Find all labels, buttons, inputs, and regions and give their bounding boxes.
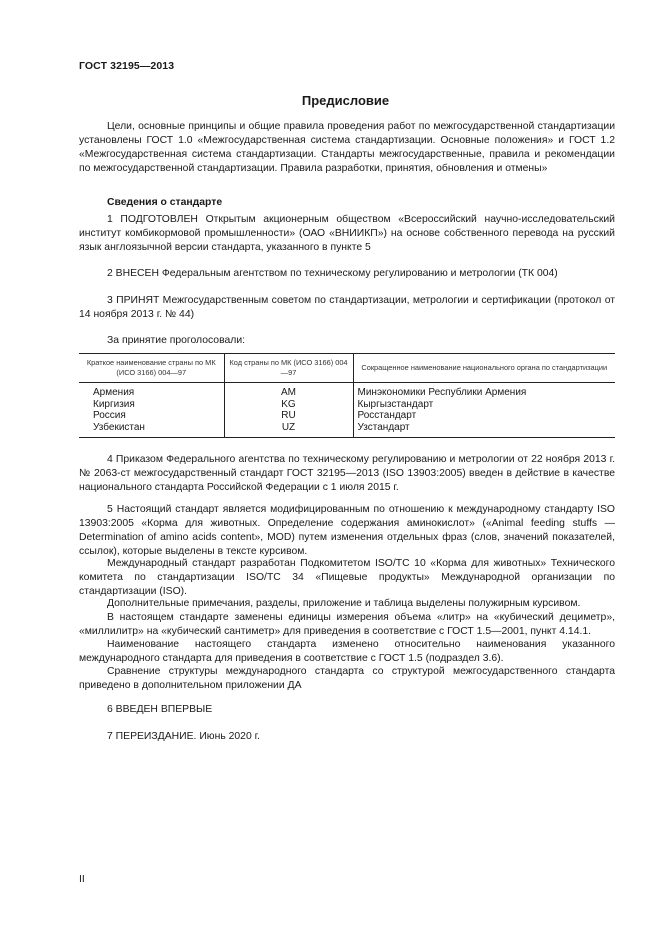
item-6-paragraph: 6 ВВЕДЕН ВПЕРВЫЕ xyxy=(107,704,213,715)
item-5-international-paragraph: Международный стандарт разработан Подкомитетом ISO/TC 10 «Корма для животных» Технического комитета по стандартизации ISO/TC 34 «Пищевые продукты» Международной организации по стандартизации (ISO). xyxy=(79,558,615,597)
table-cell-code: KG xyxy=(224,399,353,411)
table-cell-code: RU xyxy=(224,410,353,422)
intro-paragraph: Цели, основные принципы и общие правила проведения работ по межгосударственной стандартизации установлены ГОСТ 1.0 «Межгосударственная система стандартизации. Основные положения» и ГОСТ 1.2 «Межгосударственная система стандартизации. Стандарты межгосударственные, правила и рекомендации по межгосударственной стандартизации. Правила разработки, принятия, обновления и отмены» xyxy=(79,121,615,174)
table-row xyxy=(79,383,615,399)
table-header-code: Код страны по МК (ИСО 3166) 004—97 xyxy=(224,354,353,383)
item-5-structure-paragraph: Сравнение структуры международного стандарта со структурой межгосударственного стандарта приведено в дополнительном приложении ДА xyxy=(79,666,615,691)
table-header-body: Сокращенное наименование национального органа по стандартизации xyxy=(353,354,615,383)
table-cell-code: AM xyxy=(224,383,353,399)
item-4-paragraph: 4 Приказом Федерального агентства по техническому регулированию и метрологии от 22 ноября 2013 г. № 2063-ст межгосударственный стандарт ГОСТ 32195—2013 (ISO 13903:2005) введен в действие в качестве национального стандарта Российской Федерации с 1 июля 2015 г. xyxy=(79,454,615,493)
voted-label: За принятие проголосовали: xyxy=(107,335,246,346)
section-heading: Сведения о стандарте xyxy=(107,197,223,208)
item-3-paragraph: 3 ПРИНЯТ Межгосударственным советом по стандартизации, метрологии и сертификации (протокол от 14 ноября 2013 г. № 44) xyxy=(79,295,615,320)
document-id-header: ГОСТ 32195—2013 xyxy=(79,60,175,72)
item-7-paragraph: 7 ПЕРЕИЗДАНИЕ. Июнь 2020 г. xyxy=(107,731,261,742)
table-header-row xyxy=(79,354,615,383)
voting-table xyxy=(79,353,615,438)
table-cell-country: Армения xyxy=(93,387,135,398)
item-2-paragraph: 2 ВНЕСЕН Федеральным агентством по техническому регулированию и метрологии (ТК 004) xyxy=(107,268,558,279)
page-number: II xyxy=(79,873,85,885)
page-title: Предисловие xyxy=(301,93,390,108)
table-cell-country: Узбекистан xyxy=(79,422,224,437)
table-cell-body: Кыргызстандарт xyxy=(353,399,615,411)
item-5-units-paragraph: В настоящем стандарте заменены единицы измерения объема «литр» на «кубический дециметр», «миллилитр» на «кубический сантиметр» для приведения в соответствие с ГОСТ 1.5—2001, пункт 4.14.1. xyxy=(79,612,615,637)
table-cell-country: Россия xyxy=(93,410,126,422)
item-5-notes-paragraph: Дополнительные примечания, разделы, приложение и таблица выделены полужирным курсивом. xyxy=(107,598,581,609)
table-cell-body: Росстандарт xyxy=(353,410,615,422)
table-row xyxy=(79,410,615,422)
table-row xyxy=(79,422,615,437)
item-5-name-paragraph: Наименование настоящего стандарта изменено относительно наименования указанного международного стандарта для приведения в соответствие с ГОСТ 1.5 (подраздел 3.6). xyxy=(79,639,615,664)
table-header-country: Краткое наименование страны по МК (ИСО 3166) 004—97 xyxy=(79,354,224,383)
table-cell-body: Минэкономики Республики Армения xyxy=(353,383,615,399)
item-5-paragraph: 5 Настоящий стандарт является модифицированным по отношению к международному стандарту ISO 13903:2005 «Корма для животных. Определение содержания аминокислот» («Animal feeding stuffs — Determination of amino acids content», MOD) путем изменения отдельных фраз (слов, значений показателей, ссылок), которые выделены в тексте курсивом. xyxy=(79,504,615,557)
table-cell-country: Киргизия xyxy=(93,398,135,410)
table-cell-code: UZ xyxy=(224,422,353,437)
item-1-paragraph: 1 ПОДГОТОВЛЕН Открытым акционерным обществом «Всероссийский научно-исследовательский институт комбикормовой промышленности» (ОАО «ВНИИКП») на основе собственного перевода на русский язык англоязычной версии стандарта, указанного в пункте 5 xyxy=(79,214,615,253)
table-cell-body: Узстандарт xyxy=(353,422,615,437)
table-row xyxy=(79,399,615,411)
